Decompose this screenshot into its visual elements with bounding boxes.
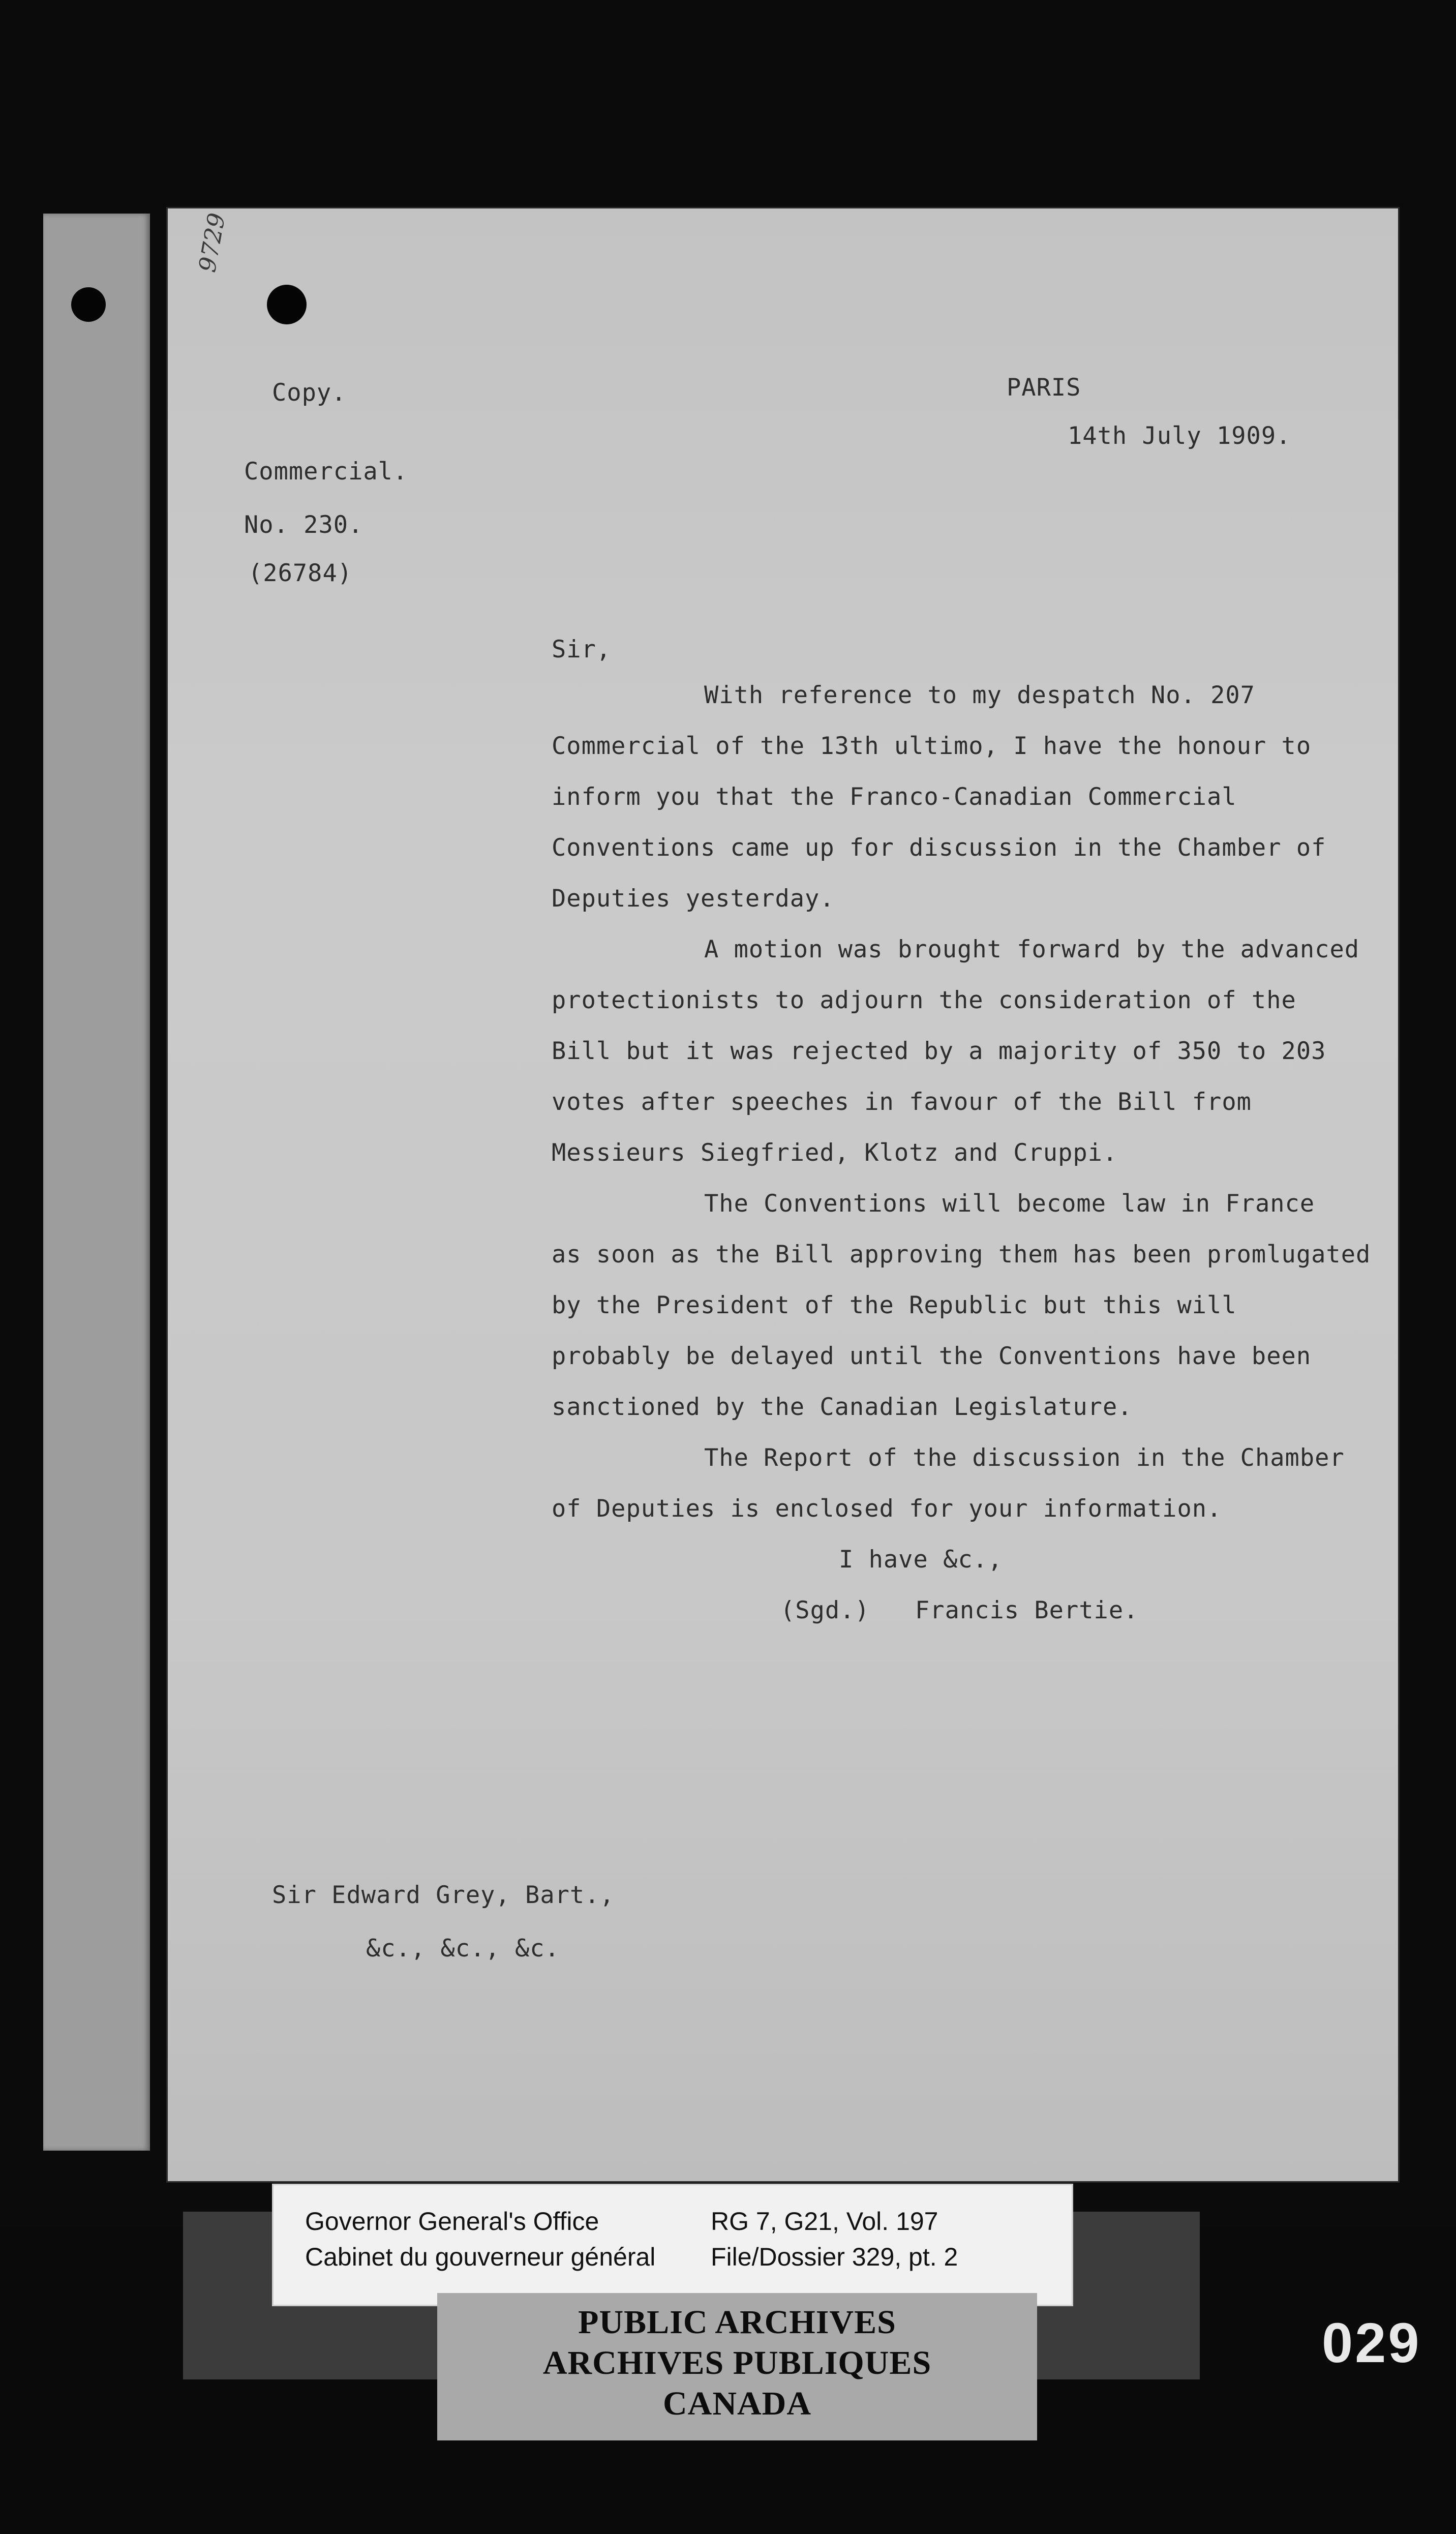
body-line: With reference to my despatch No. 207 (704, 681, 1255, 709)
body-line: Deputies yesterday. (552, 885, 835, 913)
signed-prefix: (Sgd.) (780, 1596, 870, 1624)
margin-number: 9729 (193, 210, 231, 275)
body-line: sanctioned by the Canadian Legislature. (552, 1393, 1133, 1421)
body-line: probably be delayed until the Conventions have been (552, 1342, 1312, 1370)
file-dossier: File/Dossier 329, pt. 2 (711, 2243, 958, 2271)
addressee-name: Sir Edward Grey, Bart., (272, 1881, 615, 1909)
closing: I have &c., (839, 1546, 1003, 1574)
place: PARIS (1007, 374, 1081, 402)
copy-label: Copy. (272, 379, 347, 407)
public-archives-stamp (437, 2293, 1037, 2440)
category: Commercial. (244, 458, 408, 486)
office-english: Governor General's Office (305, 2207, 599, 2236)
body-line: by the President of the Republic but this will (552, 1291, 1237, 1319)
despatch-number: No. 230. (244, 511, 363, 539)
stamp-line-2: ARCHIVES PUBLIQUES (542, 2344, 932, 2381)
signatory: Francis Bertie. (915, 1596, 1139, 1624)
punch-hole-left (71, 287, 106, 322)
body-line: Conventions came up for discussion in the Chamber of (552, 834, 1326, 862)
frame-counter: 029 (1322, 2312, 1421, 2374)
body-line: The Report of the discussion in the Chamber (704, 1444, 1345, 1472)
addressee-etc: &c., &c., &c. (366, 1935, 560, 1963)
body-line: A motion was brought forward by the advanced (704, 936, 1360, 963)
body-line: Commercial of the 13th ultimo, I have the honour to (552, 732, 1312, 760)
archive-label-card (272, 2184, 1073, 2306)
salutation: Sir, (552, 636, 612, 663)
date: 14th July 1909. (1068, 422, 1291, 450)
body-line: Messieurs Siegfried, Klotz and Cruppi. (552, 1139, 1118, 1167)
left-paper-strip (43, 214, 150, 2151)
stamp-line-1: PUBLIC ARCHIVES (578, 2304, 896, 2341)
body-line: votes after speeches in favour of the Bill from (552, 1088, 1252, 1116)
punch-hole-right (267, 285, 307, 324)
stamp-line-3: CANADA (663, 2385, 811, 2422)
body-line: protectionists to adjourn the consideration of the (552, 986, 1296, 1014)
record-group: RG 7, G21, Vol. 197 (711, 2207, 938, 2236)
reference-number: (26784) (248, 559, 353, 587)
body-line: Bill but it was rejected by a majority of 350 to 203 (552, 1037, 1326, 1065)
body-line: of Deputies is enclosed for your information. (552, 1495, 1222, 1523)
body-line: The Conventions will become law in France (704, 1190, 1315, 1218)
office-french: Cabinet du gouverneur général (305, 2243, 656, 2271)
body-line: inform you that the Franco-Canadian Commercial (552, 783, 1237, 811)
body-line: as soon as the Bill approving them has been promlugated (552, 1241, 1371, 1269)
